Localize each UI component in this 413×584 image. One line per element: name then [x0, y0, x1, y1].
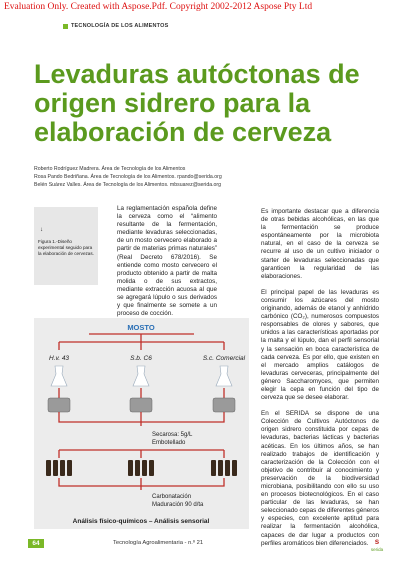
serida-logo	[364, 536, 390, 559]
column-middle	[117, 205, 217, 326]
bottle-connector	[59, 450, 224, 458]
mosto-label: MOSTO	[127, 323, 155, 332]
title-line-3: elaboración de cerveza	[34, 117, 332, 147]
step2-line-2: Maduración 90 d/ta	[152, 502, 204, 508]
step1-line-2: Embotellado	[152, 440, 186, 446]
strain-label-2: S.b. C6	[130, 355, 152, 362]
bottle-icon	[128, 460, 133, 476]
author-1: Roberto Rodríguez Madrera. Área de Tecnología de los Alimentos	[34, 166, 186, 172]
step1-line-1: Secarosa: 5g/L	[152, 432, 193, 438]
paragraph: En el SERIDA se dispone de una Colección de Cultivos Autóctonos de origen sidrero constituida por cepas de levaduras, bacterias lácticas y bacterias acéticas. En los últimos años, se han realizado trabajos de identificación y caracterización de la Colección con el objetivo de contribuir al conocimiento y preservación de la biodiversidad microbiana, posibilitando con ello su uso en procesos biotecnológicos. En el caso particular de las levaduras, se han seleccionado cepas de diferentes géneros y especies, con excelente aptitud para realizar la fermentación alcohólica, capaces de dar lugar a productos con perfiles aromáticos bien diferenciados.	[261, 410, 379, 547]
bottle-icon	[211, 460, 216, 476]
title-line-1: Levaduras autóctonas de	[34, 59, 360, 89]
flask-to-tank-connector	[59, 388, 224, 398]
fermenter-icon	[130, 398, 152, 412]
flask-icon	[216, 366, 232, 386]
fermenter-icon	[213, 398, 235, 412]
paragraph: Es importante destacar que a diferencia de otras bebidas alcohólicas, en las que la fermentación se produce espontáneamente por la microbiota natural, en el caso de la cerveza se recurre al uso de un cultivo iniciador o starter de levaduras seleccionadas que garanticen la regularidad de las elaboraciones.	[261, 208, 379, 280]
bottle-icon	[46, 460, 51, 476]
journal-name: Tecnología Agroalimentaria - n.º 21	[113, 540, 204, 546]
bottle-icon	[232, 460, 237, 476]
strain-label-3: S.c. Comercial	[202, 355, 246, 362]
bottle-icon	[218, 460, 223, 476]
author-2: Rosa Pando Bedriñana. Área de Tecnología de los Alimentos. rpando@serida.org	[34, 174, 222, 180]
watermark-text: Evaluation Only. Created with Aspose.Pdf. Copyright 2002-2012 Aspose Pty Ltd	[4, 2, 313, 12]
figure-caption: Figura 1.-Diseño experimental seguido para la elaboración de cervezas.	[38, 239, 94, 256]
column-right	[261, 208, 379, 556]
step2-line-1: Carbonatación	[152, 494, 192, 500]
bottle-icon	[53, 460, 58, 476]
bottle-icons	[46, 460, 237, 476]
author-3: Belén Suárez Valles. Área de Tecnología de los Alimentos. mbsuarez@serida.org	[34, 182, 222, 188]
page-number: 64	[28, 539, 44, 548]
down-arrow-icon: ↓	[40, 227, 43, 233]
serida-logo-icon	[364, 536, 390, 554]
article-title	[34, 60, 394, 147]
section-tag: TECNOLOGÍA DE LOS ALIMENTOS	[71, 23, 169, 29]
analysis-connector	[59, 478, 224, 490]
bottle-icon	[135, 460, 140, 476]
paragraph: El principal papel de las levaduras es consumir los azúcares del mosto originando, además de etanol y anhídrido carbónico (CO₂), numerosos compuestos responsables de olores y sabores, que unidos a las características aportadas por la malta y el lúpulo, dan el perfil sensorial y la sensación en boca característica de cada cerveza. Es por ello, que existen en el mercado amplios catálogos de levaduras cerveceras, principalmente del género Saccharomyces, que permiten elegir la cepa en función del tipo de cerveza que se desee elaborar.	[261, 288, 379, 402]
flask-icon	[133, 366, 149, 386]
fermenter-icon	[48, 398, 70, 412]
bottle-icon	[67, 460, 72, 476]
figure-caption-box	[34, 207, 98, 285]
strain-connector	[59, 342, 224, 350]
svg-text:serida: serida	[370, 547, 384, 552]
flask-icons	[51, 366, 232, 386]
bottle-icon	[225, 460, 230, 476]
split-connector	[89, 334, 194, 342]
fermenter-icons	[48, 398, 235, 412]
bottle-icon	[60, 460, 65, 476]
flask-icon	[51, 366, 67, 386]
bottle-icon	[149, 460, 154, 476]
title-line-2: origen sidrero para la	[34, 88, 311, 118]
svg-text:s: s	[374, 537, 380, 546]
analysis-label: Análisis físico-químicos – Análisis sensorial	[72, 518, 210, 525]
author-list	[34, 165, 394, 189]
flow-diagram	[34, 318, 249, 529]
merge-connector	[59, 412, 224, 426]
experimental-design-figure	[34, 318, 249, 529]
strain-label-1: H.v. 43	[48, 355, 70, 362]
section-marker	[63, 24, 68, 29]
bottle-icon	[142, 460, 147, 476]
paragraph: La reglamentación española define la cerveza como el “alimento resultante de la fermentación, mediante levaduras seleccionadas, de un mosto cervecero elaborado a partir de materias primas naturales” (Real Decreto 678/2016). Se entiende como mosto cervecero el producto obtenido a partir de malta molida o de sus extractos, mediante extracción acuosa al que se agregará lúpulo o sus derivados y que finalmente se somete a un proceso de cocción.	[117, 205, 217, 318]
